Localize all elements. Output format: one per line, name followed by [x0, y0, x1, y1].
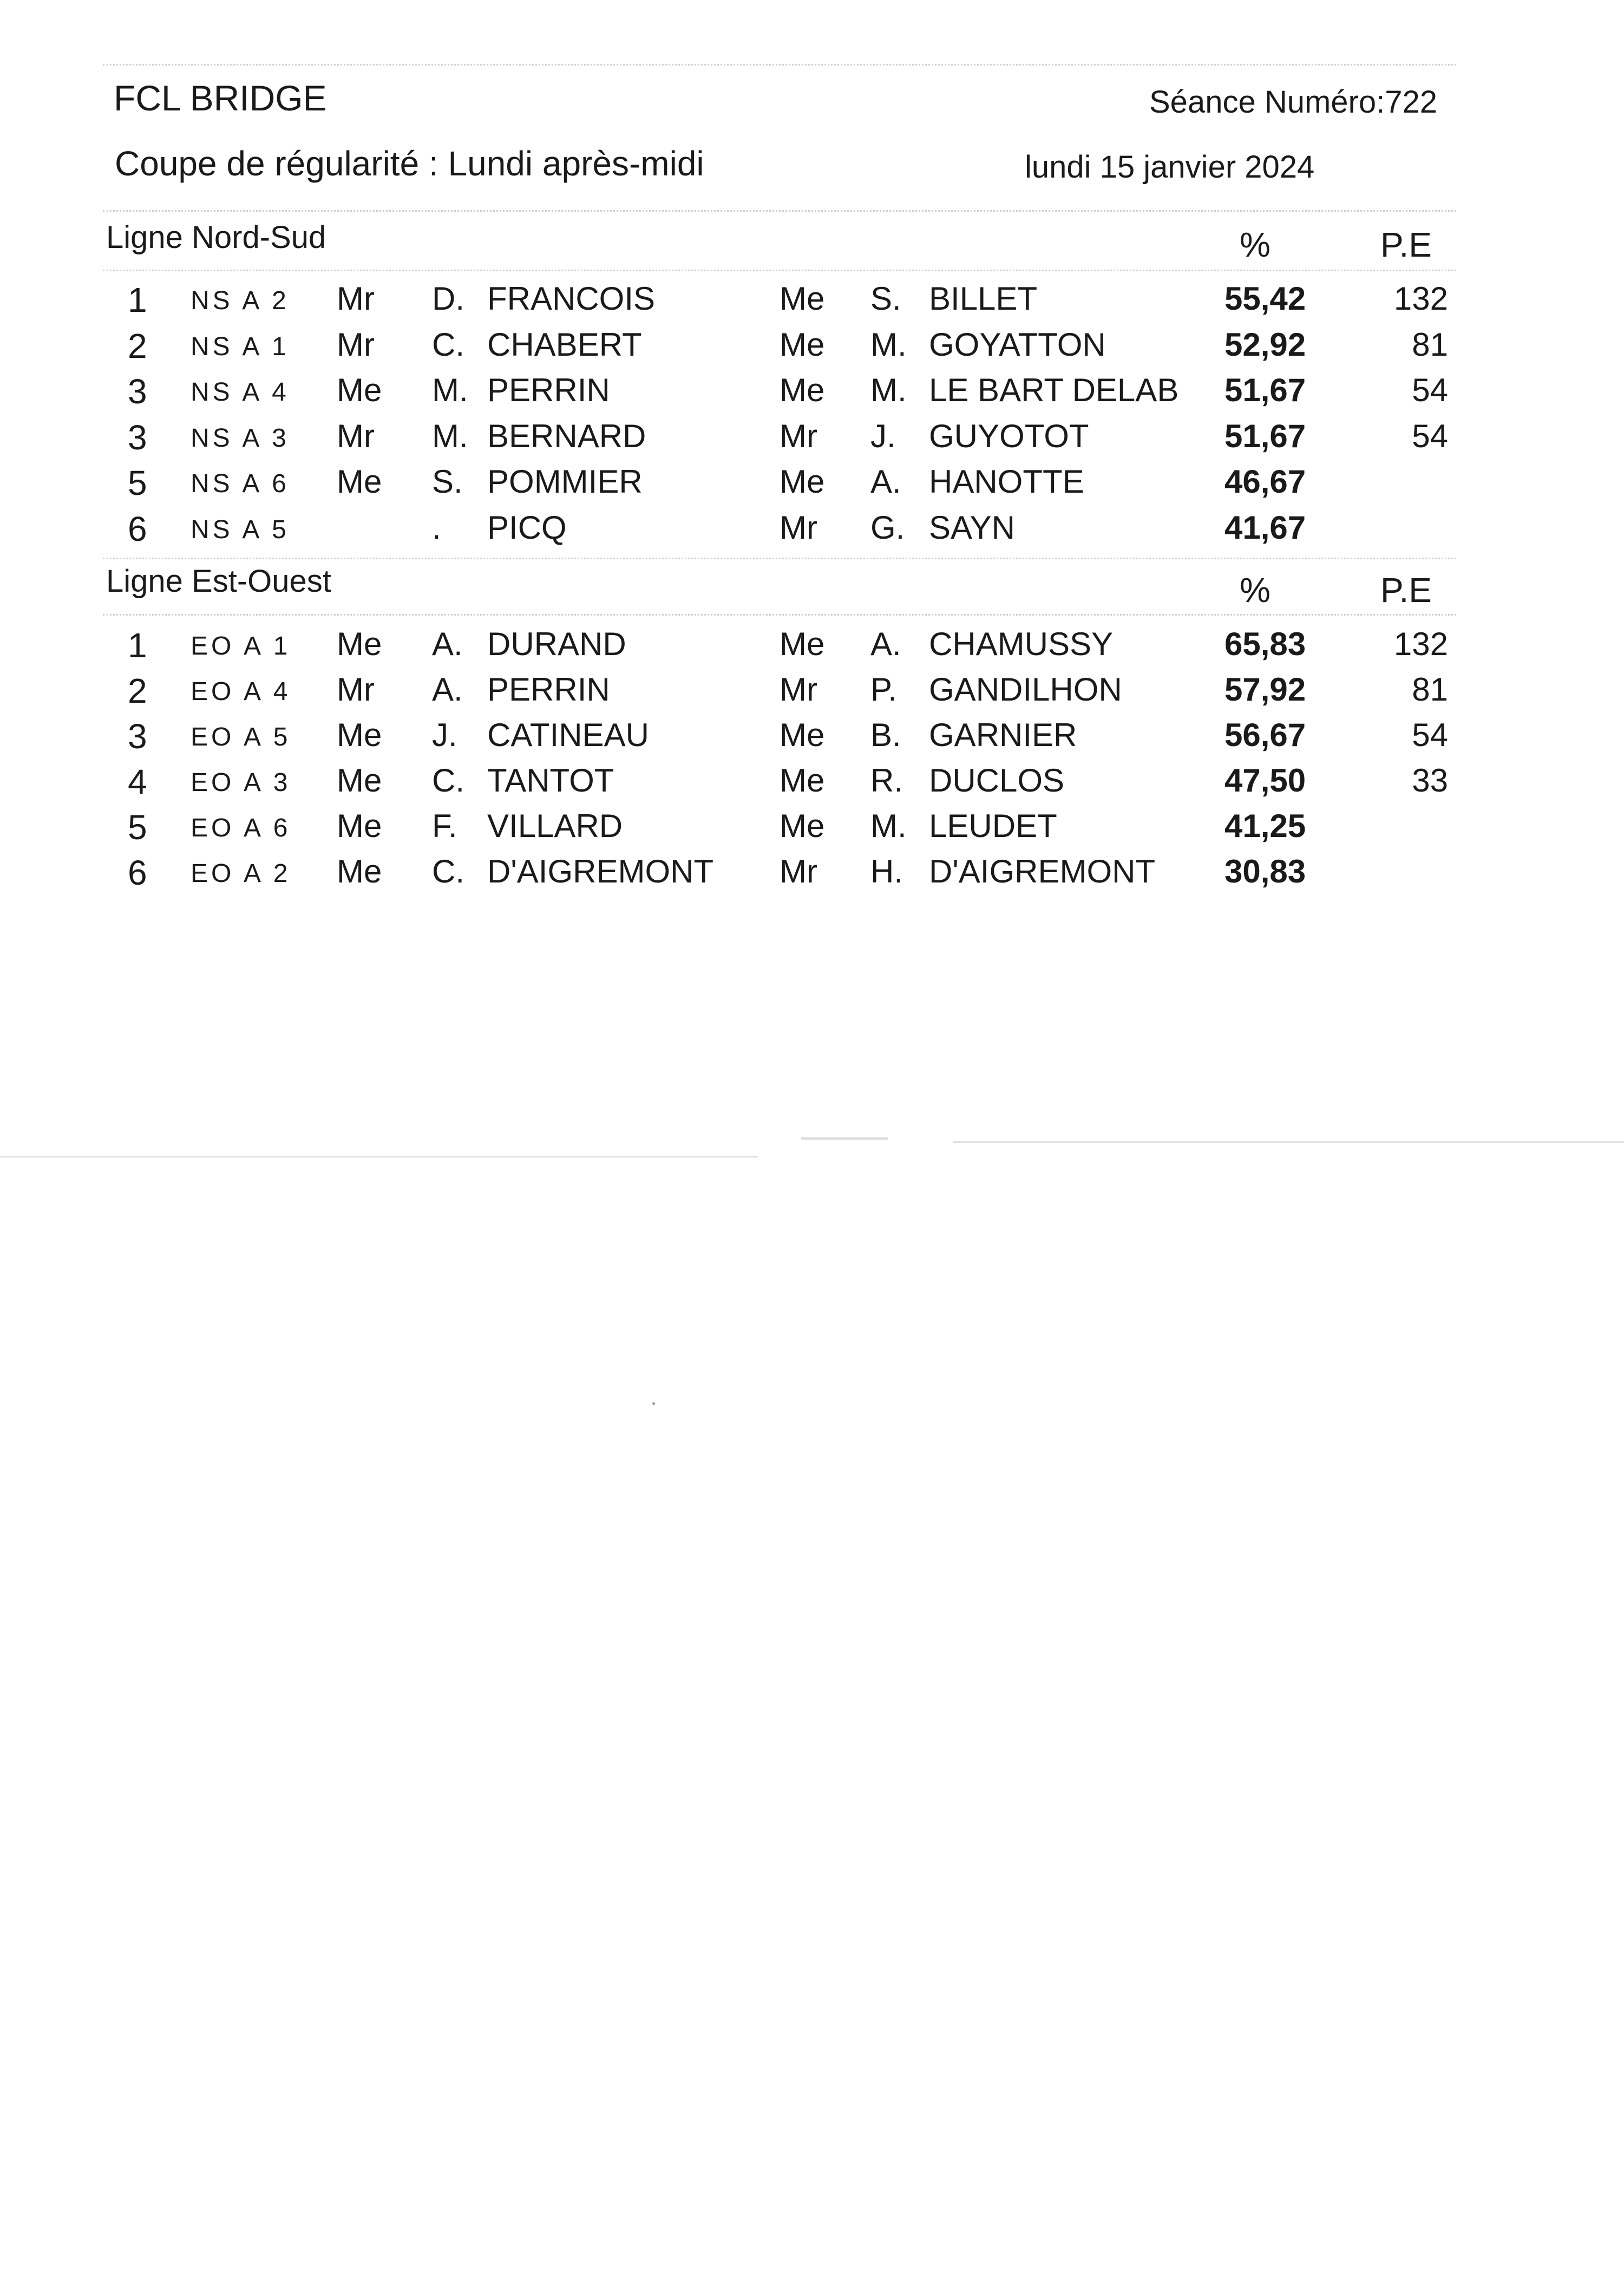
table-row — [0, 855, 1624, 901]
club-title: FCL BRIDGE — [114, 78, 327, 118]
player1-name: PICQ — [487, 509, 567, 546]
rank: 3 — [128, 717, 147, 756]
player1-name: BERNARD — [487, 417, 646, 454]
section-title: Ligne Nord-Sud — [106, 220, 326, 255]
player2-title: Me — [780, 808, 825, 844]
pair-id: NS A 5 — [191, 515, 290, 544]
player2-title: Mr — [780, 417, 817, 454]
rank: 4 — [128, 762, 147, 801]
player1-initial: S. — [432, 463, 463, 500]
scan-artifact — [801, 1137, 888, 1140]
player2-name: LE BART DELAB — [929, 372, 1179, 408]
score-percent: 46,67 — [1224, 463, 1306, 500]
competition-subtitle: Coupe de régularité : Lundi après-midi — [115, 144, 704, 183]
player1-initial: A. — [432, 671, 463, 708]
section-divider — [103, 614, 1456, 616]
player1-initial: D. — [432, 280, 464, 317]
score-percent: 52,92 — [1224, 326, 1306, 363]
player2-name: DUCLOS — [929, 762, 1065, 799]
section-title: Ligne Est-Ouest — [106, 564, 331, 599]
player1-name: VILLARD — [487, 808, 623, 844]
player1-title: Mr — [337, 326, 375, 363]
table-row — [0, 417, 1624, 466]
player2-name: GUYOTOT — [929, 417, 1089, 454]
player1-title: Me — [337, 463, 382, 500]
rank: 5 — [128, 463, 147, 502]
pair-id: NS A 1 — [191, 332, 290, 361]
player2-title: Me — [780, 762, 825, 799]
player2-initial: A. — [870, 626, 901, 662]
rank: 1 — [128, 280, 147, 319]
score-percent: 51,67 — [1224, 372, 1306, 408]
player2-initial: S. — [870, 280, 901, 317]
table-row — [0, 374, 1624, 420]
pair-id: EO A 5 — [191, 723, 291, 751]
player2-title: Me — [780, 326, 825, 363]
player1-name: CATINEAU — [487, 717, 649, 753]
player2-initial: P. — [870, 671, 897, 708]
points-pe: 54 — [1412, 417, 1448, 454]
score-percent: 56,67 — [1224, 717, 1306, 753]
points-pe: 54 — [1412, 717, 1448, 753]
table-row — [0, 326, 1624, 374]
session-date: lundi 15 janvier 2024 — [1025, 149, 1315, 185]
table-row — [0, 671, 1624, 719]
player2-name: CHAMUSSY — [929, 626, 1114, 662]
pair-id: NS A 2 — [191, 286, 290, 315]
pair-id: EO A 4 — [191, 677, 291, 706]
player1-name: TANTOT — [487, 762, 614, 799]
player2-initial: J. — [870, 417, 896, 454]
player1-name: PERRIN — [487, 372, 610, 408]
player2-initial: B. — [870, 717, 901, 753]
rank: 1 — [128, 626, 147, 665]
player1-title: Mr — [337, 280, 375, 317]
score-percent: 65,83 — [1224, 626, 1306, 662]
player1-name: FRANCOIS — [487, 280, 656, 317]
player1-title: Me — [337, 762, 382, 799]
player2-title: Mr — [780, 509, 817, 546]
section-divider — [103, 270, 1456, 271]
player1-initial: C. — [432, 762, 464, 799]
player2-title: Mr — [780, 853, 817, 890]
pair-id: NS A 3 — [191, 423, 290, 453]
points-pe: 132 — [1393, 280, 1448, 317]
pair-id: EO A 3 — [191, 768, 291, 797]
player2-name: GOYATTON — [929, 326, 1106, 363]
player2-title: Me — [780, 717, 825, 753]
score-percent: 55,42 — [1224, 280, 1306, 317]
player1-name: CHABERT — [487, 326, 642, 363]
player2-name: D'AIGREMONT — [929, 853, 1156, 890]
player2-initial: R. — [870, 762, 903, 799]
score-percent: 41,25 — [1224, 808, 1306, 844]
player1-initial: J. — [432, 717, 457, 753]
rank: 6 — [128, 509, 147, 548]
rank: 3 — [128, 372, 147, 411]
player2-initial: M. — [870, 808, 907, 844]
player1-initial: C. — [432, 853, 464, 890]
player1-title: Me — [337, 626, 382, 662]
pair-id: NS A 6 — [191, 469, 290, 498]
player2-name: BILLET — [929, 280, 1038, 317]
player2-initial: M. — [870, 372, 907, 408]
points-pe: 132 — [1393, 626, 1448, 662]
rank: 2 — [128, 671, 147, 710]
player2-initial: H. — [870, 853, 903, 890]
player2-name: SAYN — [929, 509, 1015, 546]
scan-speck — [652, 1402, 655, 1405]
points-pe: 81 — [1412, 671, 1448, 708]
player1-title: Mr — [337, 417, 375, 454]
player2-title: Me — [780, 626, 825, 662]
player2-initial: M. — [870, 326, 907, 363]
player2-name: HANOTTE — [929, 463, 1084, 500]
pair-id: NS A 4 — [191, 378, 290, 407]
pair-id: EO A 6 — [191, 814, 291, 842]
seance-number: Séance Numéro:722 — [1149, 84, 1437, 120]
score-percent: 41,67 — [1224, 509, 1306, 546]
pair-id: EO A 1 — [191, 632, 291, 661]
table-row — [0, 764, 1624, 810]
player2-initial: G. — [870, 509, 905, 546]
rank: 3 — [128, 417, 147, 457]
player1-name: D'AIGREMONT — [487, 853, 714, 890]
player2-title: Mr — [780, 671, 817, 708]
player2-initial: A. — [870, 463, 901, 500]
player1-title: Me — [337, 853, 382, 890]
player1-title: Me — [337, 717, 382, 753]
column-header-percent: % — [1240, 571, 1271, 610]
scan-artifact — [0, 1156, 758, 1158]
table-row — [0, 509, 1624, 557]
player1-title: Mr — [337, 671, 375, 708]
score-percent: 30,83 — [1224, 853, 1306, 890]
score-percent: 57,92 — [1224, 671, 1306, 708]
player2-title: Me — [780, 372, 825, 408]
player1-name: DURAND — [487, 626, 626, 662]
player1-initial: F. — [432, 808, 457, 844]
section-separator — [103, 558, 1456, 559]
player2-name: GARNIER — [929, 717, 1077, 753]
pair-id: EO A 2 — [191, 859, 291, 888]
table-row — [0, 463, 1624, 511]
scan-artifact — [953, 1141, 1624, 1143]
score-percent: 47,50 — [1224, 762, 1306, 799]
column-header-pe: P.E — [1380, 225, 1432, 264]
player1-name: PERRIN — [487, 671, 610, 708]
points-pe: 33 — [1412, 762, 1448, 799]
player1-title: Me — [337, 808, 382, 844]
top-rule — [103, 64, 1456, 66]
player1-title: Me — [337, 372, 382, 408]
player2-name: LEUDET — [929, 808, 1057, 844]
player2-title: Me — [780, 463, 825, 500]
table-row — [0, 719, 1624, 764]
rank: 2 — [128, 326, 147, 365]
player2-name: GANDILHON — [929, 671, 1122, 708]
player1-initial: A. — [432, 626, 463, 662]
score-percent: 51,67 — [1224, 417, 1306, 454]
rank: 6 — [128, 853, 147, 892]
player2-title: Me — [780, 280, 825, 317]
player1-initial: C. — [432, 326, 464, 363]
table-row — [0, 280, 1624, 328]
column-header-percent: % — [1240, 225, 1271, 264]
player1-initial: M. — [432, 372, 468, 408]
points-pe: 54 — [1412, 372, 1448, 408]
column-header-pe: P.E — [1380, 571, 1432, 610]
rank: 5 — [128, 808, 147, 847]
player1-initial: M. — [432, 417, 468, 454]
table-row — [0, 628, 1624, 674]
player1-initial: . — [432, 509, 441, 546]
table-row — [0, 810, 1624, 855]
header-divider — [103, 210, 1456, 212]
points-pe: 81 — [1412, 326, 1448, 363]
player1-name: POMMIER — [487, 463, 643, 500]
